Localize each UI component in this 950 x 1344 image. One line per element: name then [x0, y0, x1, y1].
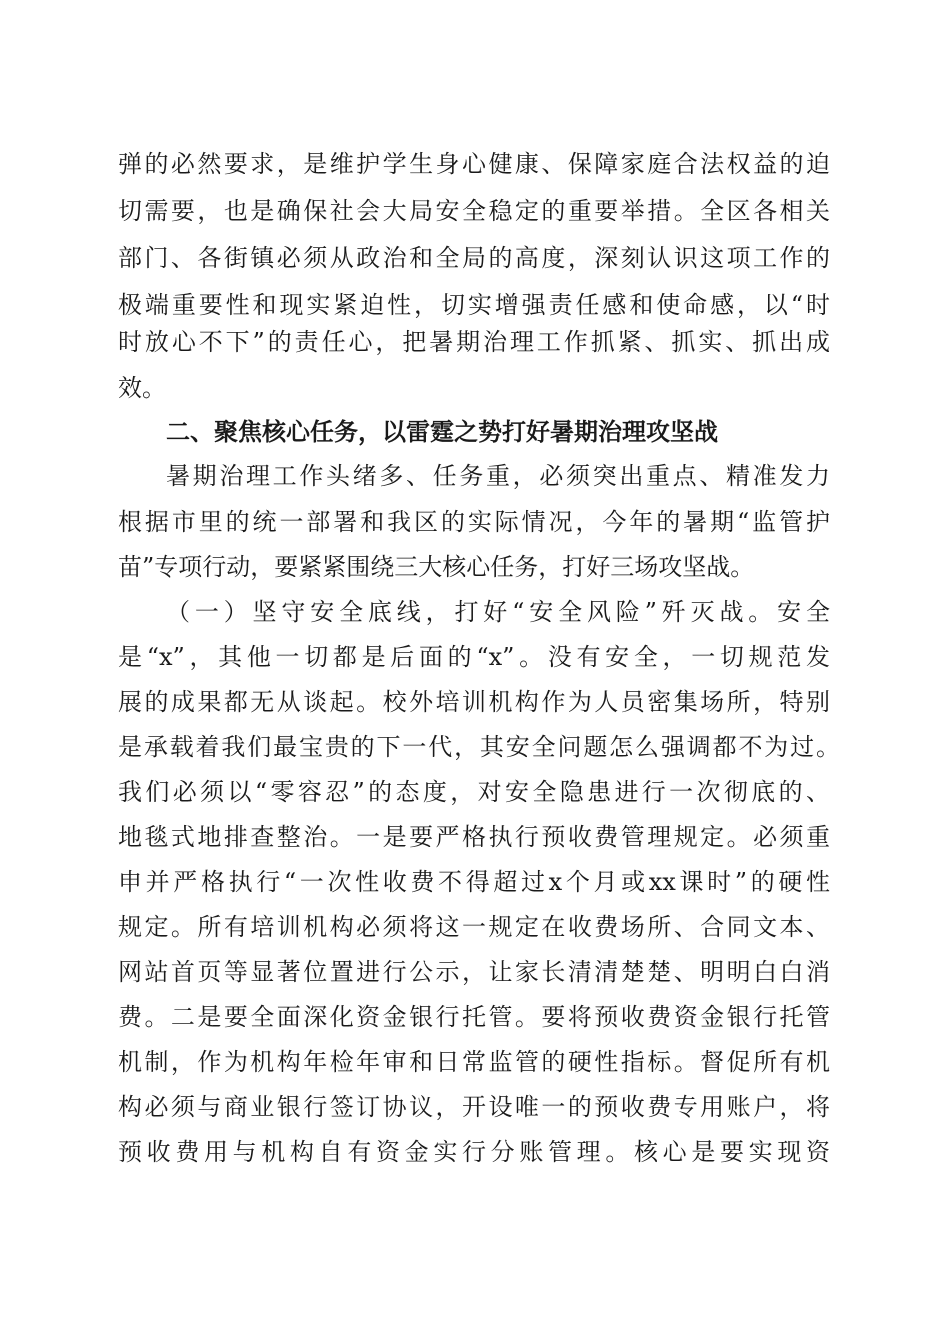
body-text-line: 切需要，也是确保社会大局安全稳定的重要举措。全区各相关: [118, 197, 830, 225]
body-text-line: 预收费用与机构自有资金实行分账管理。核心是要实现资: [118, 1138, 830, 1166]
subsection-lead-line: （一）坚守安全底线，打好“安全风险”歼灭战。安全: [166, 598, 830, 626]
body-text-line: 展的成果都无从谈起。校外培训机构作为人员密集场所，特别: [118, 688, 830, 716]
body-text-line: 我们必须以“零容忍”的态度，对安全隐患进行一次彻底的、: [118, 778, 830, 806]
body-text-line: 规定。所有培训机构必须将这一规定在收费场所、合同文本、: [118, 913, 830, 941]
body-text-line: 效。: [118, 374, 166, 402]
body-text-line: 网站首页等显著位置进行公示，让家长清清楚楚、明明白白消: [118, 958, 830, 986]
body-text-line: 时放心不下”的责任心，把暑期治理工作抓紧、抓实、抓出成: [118, 328, 830, 356]
body-text-line: 地毯式地排查整治。一是要严格执行预收费管理规定。必须重: [118, 823, 830, 851]
body-text-line: 构必须与商业银行签订协议，开设唯一的预收费专用账户，将: [118, 1093, 830, 1121]
body-text-line: 部门、各街镇必须从政治和全局的高度，深刻认识这项工作的: [118, 244, 830, 272]
body-text-line: 弹的必然要求，是维护学生身心健康、保障家庭合法权益的迫: [118, 150, 830, 178]
body-text-line: 根据市里的统一部署和我区的实际情况，今年的暑期“监管护: [118, 508, 830, 536]
body-text-line: 申并严格执行“一次性收费不得超过x个月或xx课时”的硬性: [118, 868, 830, 896]
section-heading: 二、聚焦核心任务，以雷霆之势打好暑期治理攻坚战: [166, 418, 718, 446]
body-text-line: 是承载着我们最宝贵的下一代，其安全问题怎么强调都不为过。: [118, 733, 840, 761]
body-text-line: 极端重要性和现实紧迫性，切实增强责任感和使命感，以“时: [118, 291, 830, 319]
body-text-line: 费。二是要全面深化资金银行托管。要将预收费资金银行托管: [118, 1003, 830, 1031]
body-text-line: 苗”专项行动，要紧紧围绕三大核心任务，打好三场攻坚战。: [118, 553, 755, 581]
body-text-line: 暑期治理工作头绪多、任务重，必须突出重点、精准发力: [166, 462, 830, 490]
body-text-line: 是“x”，其他一切都是后面的“x”。没有安全，一切规范发: [118, 643, 830, 671]
body-text-line: 机制，作为机构年检年审和日常监管的硬性指标。督促所有机: [118, 1048, 830, 1076]
